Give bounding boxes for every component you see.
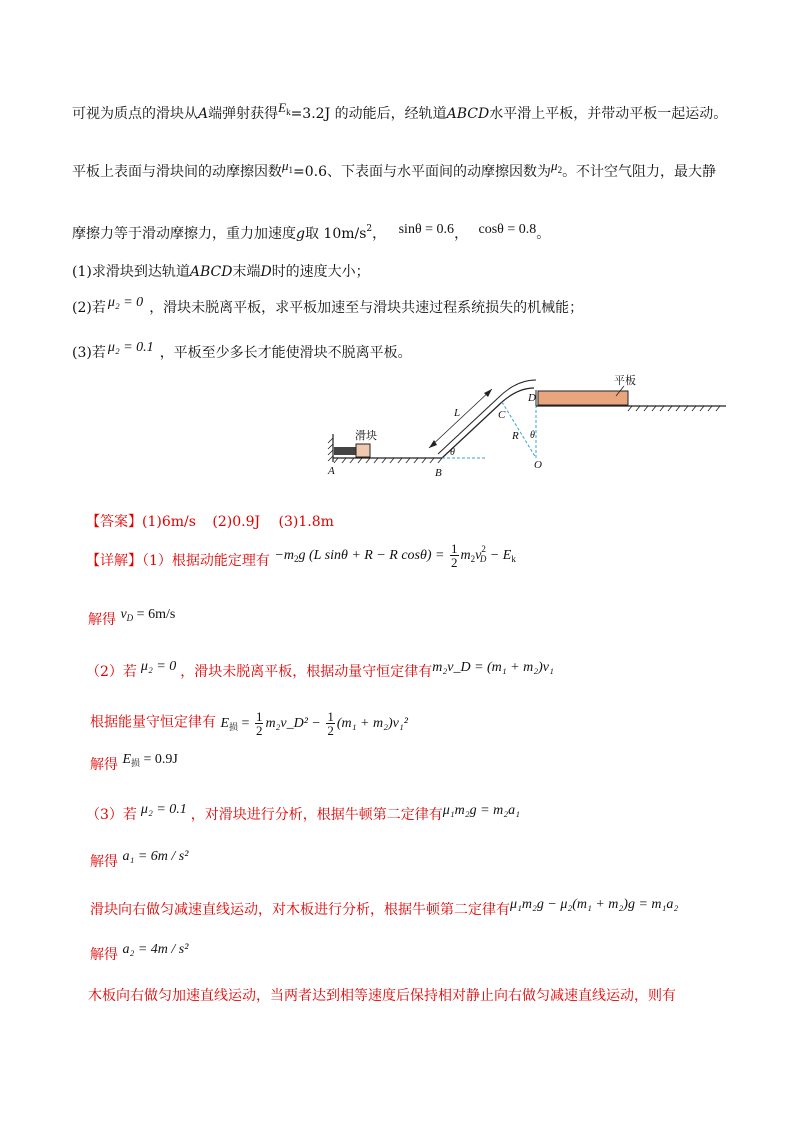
problem-line-2: 平板上表面与滑块间的动摩擦因数$\mu_1=0.6$、下表面与水平面间的动摩擦因数为$\mu_2$。不计空气阻力，最大静 <box>72 158 717 180</box>
ground-hatching <box>334 458 442 463</box>
label-slider: 滑块 <box>355 430 377 442</box>
result-4: 解得 a₂ = 4m / s² <box>90 942 189 963</box>
board <box>538 391 628 405</box>
right-ground-hatching <box>628 406 720 411</box>
point-A: A <box>328 465 335 477</box>
label-theta-O: θ <box>530 430 535 441</box>
point-D: D <box>528 392 536 404</box>
label-R: R <box>512 430 519 442</box>
point-B: B <box>435 467 442 479</box>
question-2: (2)若 μ₂ = 0 ，滑块未脱离平板，求平板加速至与滑块共速过程系统损失的机械能； <box>72 295 584 316</box>
equation-energy: $-m_2g$ (L sinθ + R − R cosθ) = $\frac{1}{2}$ $m_2v^2_D - E_k$ <box>274 541 516 571</box>
solution-step-2: （2）若 μ₂ = 0 ，滑块未脱离平板，根据动量守恒定律有m₂v_D = (m₁ + m₂)v₁ <box>86 659 554 680</box>
solution-step-5: 木板向右做匀加速直线运动，当两者达到相等速度后保持相对静止向右做匀减速直线运动，则有 <box>88 988 676 1004</box>
result-1: 解得 $v_D = 6m/s$ <box>88 607 176 628</box>
label-board: 平板 <box>614 375 636 387</box>
problem-line-1: 可视为质点的滑块从A端弹射获得$E_k=3.2J$ 的动能后，经轨道ABCD水平滑上平板，并带动平板一起运动。 <box>72 100 728 122</box>
physics-diagram <box>326 372 730 490</box>
launcher-spring <box>334 447 356 455</box>
solution-step-4: 滑块向右做匀减速直线运动，对木板进行分析，根据牛顿第二定律有μ₁m₂g − μ₂(m₁ + m₂)g = m₁a₂ <box>90 897 679 918</box>
label-L: L <box>454 407 461 419</box>
label-theta-B: θ <box>450 447 455 458</box>
length-arrow <box>429 389 492 448</box>
mu1-symbol: $\mu_1$ <box>282 158 294 175</box>
answer-line: 【答案】(1)6m/s (2)0.9J (3)1.8m <box>86 514 334 530</box>
slider-block <box>356 444 370 457</box>
question-3: (3)若 μ₂ = 0.1 ，平板至少多长才能使滑块不脱离平板。 <box>72 340 412 361</box>
question-1: (1)求滑块到达轨道ABCD末端D时的速度大小； <box>72 264 370 280</box>
point-C: C <box>498 409 506 421</box>
result-2: 解得 $E_损 = 0.9J$ <box>90 752 178 773</box>
ek-symbol: $E_k$ <box>278 100 291 117</box>
point-O: O <box>534 459 542 471</box>
solution-step-3: （3）若 μ₂ = 0.1 ，对滑块进行分析，根据牛顿第二定律有μ₁m₂g = m₂a₁ <box>86 802 520 823</box>
mu2-symbol: $\mu_2$ <box>551 158 563 175</box>
solution-step-1: 【详解】（1）根据动能定理有 $-m_2g$ (L sinθ + R − R cosθ) = $\frac{1}{2}$ $m_2v^2_D - E_k$ <box>86 541 516 571</box>
problem-line-3: 摩擦力等于滑动摩擦力，重力加速度g取 $10m/s^2$， sinθ = 0.6， cosθ = 0.8。 <box>72 222 551 242</box>
wall-hatching <box>328 438 333 461</box>
result-3: 解得 a₁ = 6m / s² <box>90 849 189 870</box>
solution-step-2b: 根据能量守恒定律有 $E_损$ = $\frac{1}{2}$ m₂v_D² − $\frac{1}{2}$ (m₁ + m₂)v₁² <box>90 709 408 738</box>
